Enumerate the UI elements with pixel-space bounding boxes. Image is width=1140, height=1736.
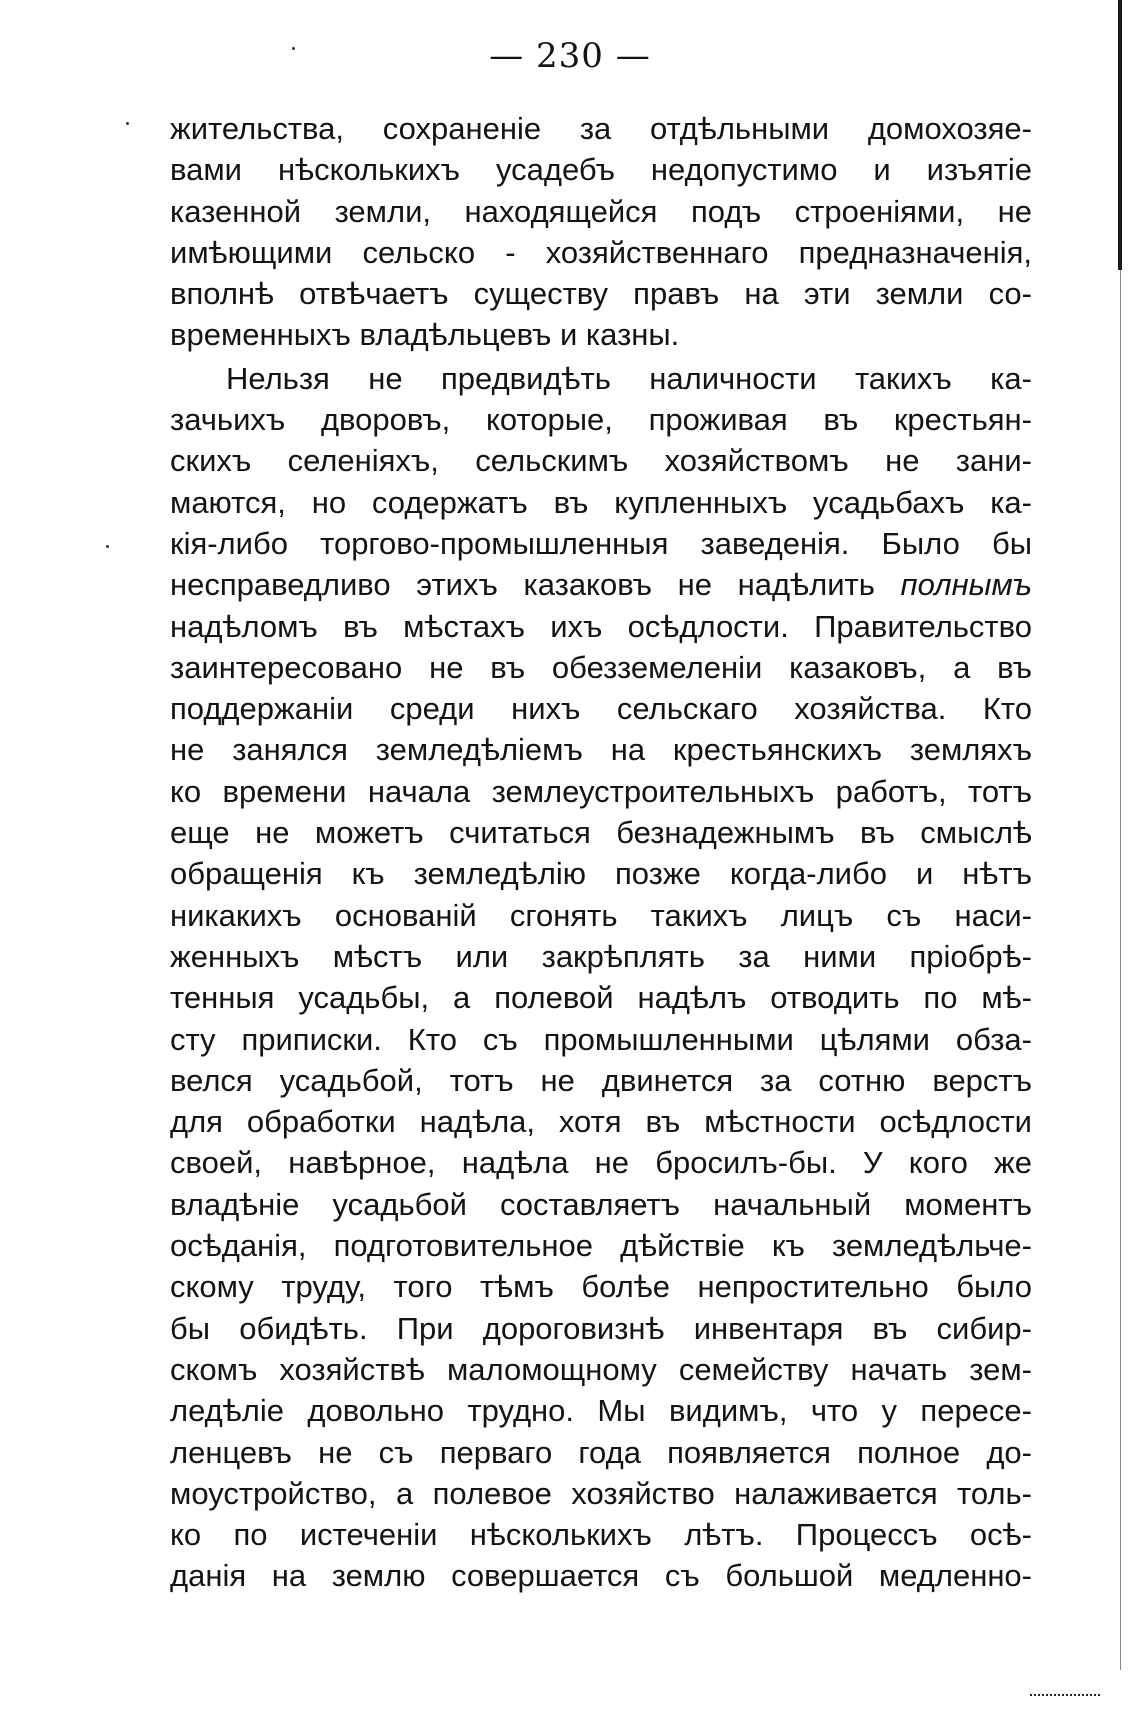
text-line: маются, но содержатъ въ купленныхъ усадьбахъ ка- (170, 484, 1032, 520)
text-fragment: несправедливо этихъ казаковъ не надѣлить (170, 567, 901, 603)
text-line: никакихъ основаній сгонять такихъ лицъ съ наси- (170, 897, 1032, 933)
text-line: зачьихъ дворовъ, которые, проживая въ крестьян- (170, 402, 1032, 438)
text-line: обращенія къ земледѣлію позже когда-либо и нѣтъ (170, 856, 1032, 892)
text-line-with-emphasis (170, 564, 1032, 605)
text-line: поддержаніи среди нихъ сельскаго хозяйства. Кто (170, 691, 1032, 727)
text-line: бы обидѣть. При дороговизнѣ инвентаря въ сибир- (170, 1310, 1032, 1346)
text-line: вами нѣсколькихъ усадебъ недопустимо и изъятіе (170, 152, 1032, 188)
text-line: моустройство, а полевое хозяйство налаживается толь- (170, 1475, 1032, 1511)
text-line: для обработки надѣла, хотя въ мѣстности осѣдлости (170, 1104, 1032, 1140)
text-line: казенной земли, находящейся подъ строеніями, не (170, 193, 1032, 229)
text-line: ко времени начала землеустроительныхъ работъ, тотъ (170, 773, 1032, 809)
scan-speck (126, 122, 129, 125)
body-text (170, 108, 1032, 1597)
text-line: скомъ хозяйствѣ маломощному семейству начать зем- (170, 1351, 1032, 1387)
paragraph-1 (170, 108, 1032, 356)
text-line: надѣломъ въ мѣстахъ ихъ осѣдлости. Правительство (170, 608, 1032, 644)
text-line: тенныя усадьбы, а полевой надѣлъ отводить по мѣ- (170, 980, 1032, 1016)
text-line: не занялся земледѣліемъ на крестьянскихъ земляхъ (170, 732, 1032, 768)
text-line: скихъ селеніяхъ, сельскимъ хозяйствомъ не зани- (170, 443, 1032, 479)
text-line: осѣданія, подготовительное дѣйствіе къ земледѣльче- (170, 1228, 1032, 1264)
text-line: ледѣліе довольно трудно. Мы видимъ, что у пересе- (170, 1393, 1032, 1429)
text-line: Нельзя не предвидѣть наличности такихъ ка- (226, 360, 1032, 396)
page-number: — 230 — (489, 36, 651, 76)
text-line: своей, навѣрное, надѣла не бросилъ-бы. У кого же (170, 1145, 1032, 1181)
text-line: данія на землю совершается съ большой медленно- (170, 1558, 1032, 1594)
text-line: скому труду, того тѣмъ болѣе непростительно было (170, 1269, 1032, 1305)
text-line: ко по истеченіи нѣсколькихъ лѣтъ. Процессъ осѣ- (170, 1517, 1032, 1553)
text-line: ленцевъ не съ перваго года появляется полное до- (170, 1434, 1032, 1470)
text-line: имѣющими сельско - хозяйственнаго предназначенія, (170, 234, 1032, 270)
scan-mark (1030, 1690, 1100, 1696)
page-edge-line (1120, 270, 1122, 1670)
text-line: заинтересовано не въ обезземеленіи казаковъ, а въ (170, 649, 1032, 685)
text-line: владѣніе усадьбой составляетъ начальный моментъ (170, 1186, 1032, 1222)
text-line: женныхъ мѣстъ или закрѣплять за ними пріобрѣ- (170, 938, 1032, 974)
text-line: жительства, сохраненіе за отдѣльными домохозяе- (170, 111, 1032, 146)
text-line: сту приписки. Кто съ промышленными цѣлями обза- (170, 1021, 1032, 1057)
text-line: кія-либо торгово-промышленныя заведенія. Было бы (170, 525, 1032, 561)
scan-speck (106, 545, 109, 548)
emphasized-word: полнымъ (900, 567, 1032, 603)
text-line: вполнѣ отвѣчаетъ существу правъ на эти земли со- (170, 276, 1032, 312)
text-line: еще не можетъ считаться безнадежнымъ въ смыслѣ (170, 815, 1032, 851)
text-line: временныхъ владѣльцевъ и казны. (170, 317, 680, 353)
paragraph-2 (170, 358, 1032, 1597)
text-line: велся усадьбой, тотъ не двинется за сотню верстъ (170, 1062, 1032, 1098)
